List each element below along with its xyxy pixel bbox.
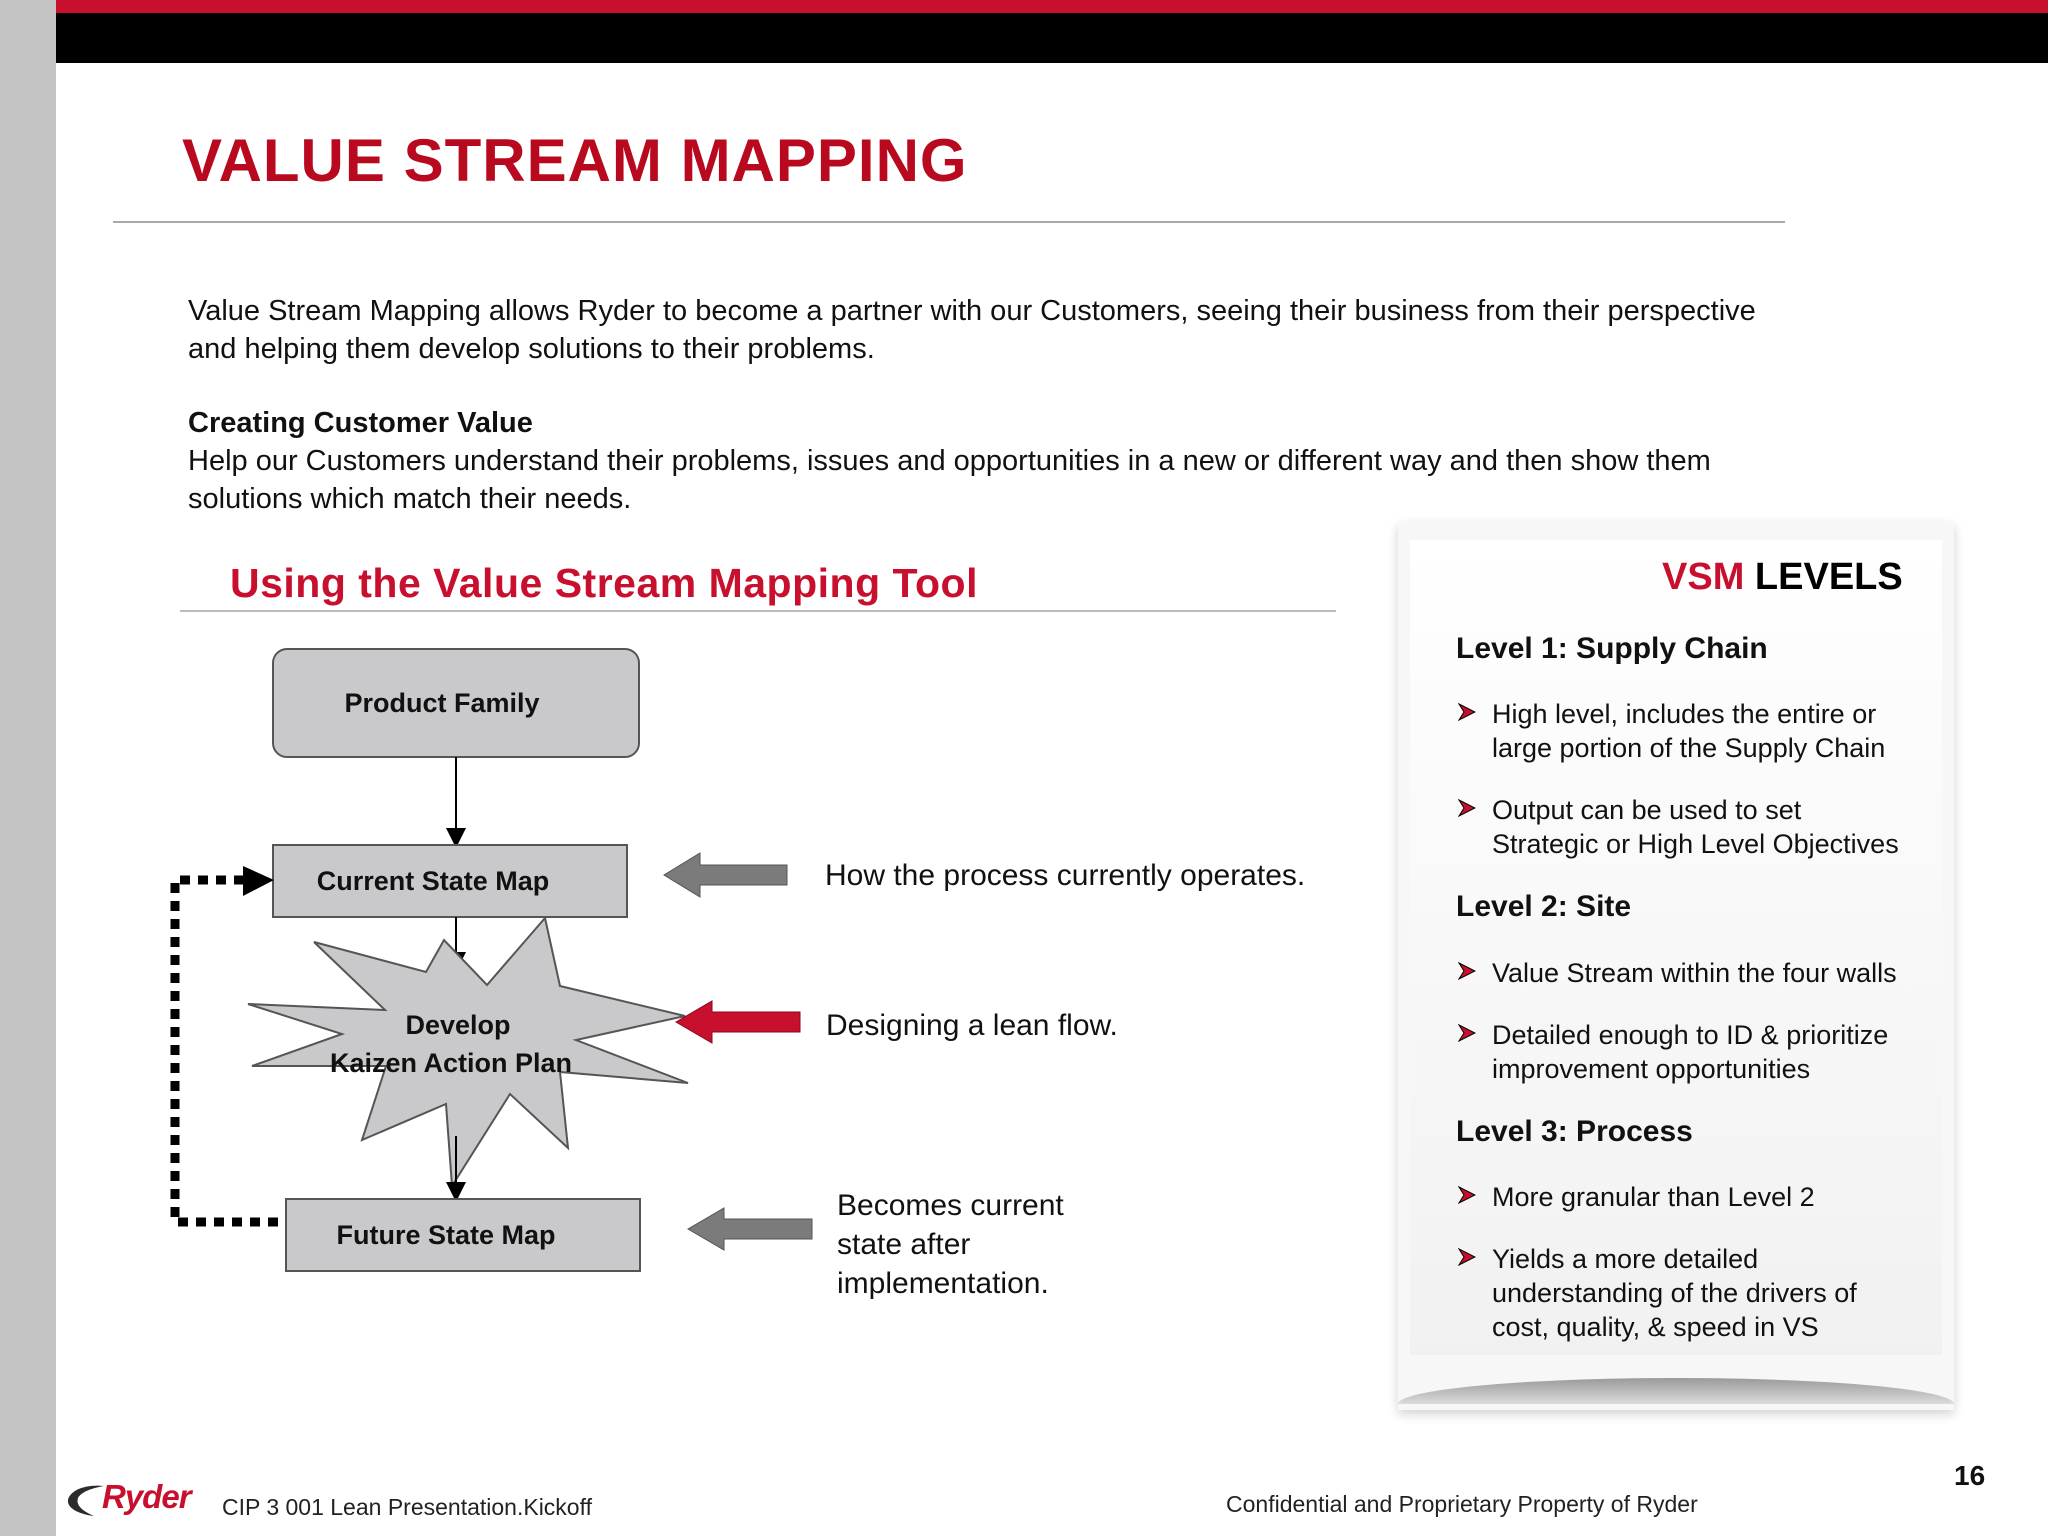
level-2-heading: Level 2: Site (1456, 890, 1632, 923)
level-2-bullet-1-line-1: Value Stream within the four walls (1492, 958, 1897, 988)
arrowhead-bullet-icon (1458, 1186, 1476, 1204)
future-state-label: Future State Map (336, 1220, 556, 1250)
level-3-bullet-2-line-2: understanding of the drivers of (1492, 1278, 1857, 1308)
level-3-heading: Level 3: Process (1456, 1115, 1693, 1148)
level-1-bullet-2-line-2: Strategic or High Level Objectives (1492, 829, 1899, 859)
slide-title: VALUE STREAM MAPPING (182, 127, 968, 194)
footer-confidential: Confidential and Proprietary Property of Ryder (1226, 1491, 1698, 1517)
product-family-label: Product Family (344, 688, 540, 718)
arrow-current-desc (664, 853, 787, 897)
tool-heading: Using the Value Stream Mapping Tool (230, 560, 978, 606)
future-description-line-2: state after (837, 1228, 971, 1261)
level-2-bullet-2-line-1: Detailed enough to ID & prioritize (1492, 1020, 1889, 1050)
level-1-bullet-2-line-1: Output can be used to set (1492, 795, 1802, 825)
develop-description: Designing a lean flow. (826, 1009, 1118, 1042)
ryder-logo: Ryder (102, 1478, 191, 1515)
current-state-label: Current State Map (316, 866, 550, 896)
future-description-line-1: Becomes current (837, 1189, 1064, 1222)
footer-document-name: CIP 3 001 Lean Presentation.Kickoff (222, 1494, 592, 1520)
intro-line-1: Value Stream Mapping allows Ryder to become a partner with our Customers, seeing their business from their perspective (188, 295, 1756, 327)
arrowhead-bullet-icon (1458, 962, 1476, 980)
develop-label-line-1: Develop (405, 1010, 511, 1040)
feedback-loop-arrowhead (243, 866, 274, 896)
level-2-bullet-2-line-2: improvement opportunities (1492, 1054, 1811, 1084)
vsm-levels-title (1662, 556, 1903, 599)
intro-line-2: and helping them develop solutions to their problems. (188, 333, 875, 365)
arrowhead-bullet-icon (1458, 703, 1476, 721)
level-3-bullet-2-line-1: Yields a more detailed (1492, 1244, 1759, 1274)
vsm-title-black: LEVELS (1754, 556, 1903, 598)
arrow-future-desc (688, 1208, 812, 1250)
creating-value-line-2: solutions which match their needs. (188, 483, 632, 515)
vsm-title-red: VSM (1662, 556, 1745, 598)
creating-value-heading: Creating Customer Value (188, 407, 533, 439)
arrowhead-bullet-icon (1458, 799, 1476, 817)
creating-value-line-1: Help our Customers understand their problems, issues and opportunities in a new or different way and then show them (188, 445, 1711, 477)
arrowhead-bullet-icon (1458, 1024, 1476, 1042)
future-description-line-3: implementation. (837, 1267, 1049, 1300)
page-number: 16 (1954, 1460, 1986, 1491)
level-3-bullet-1-line-1: More granular than Level 2 (1492, 1182, 1815, 1212)
level-1-bullet-1-line-1: High level, includes the entire or (1492, 699, 1877, 729)
current-state-description: How the process currently operates. (825, 859, 1306, 892)
develop-label-line-2: Kaizen Action Plan (329, 1048, 573, 1078)
level-3-bullet-2-line-3: cost, quality, & speed in VS (1492, 1312, 1819, 1342)
feedback-loop-dotted (175, 880, 278, 1222)
level-1-bullet-1-line-2: large portion of the Supply Chain (1492, 733, 1886, 763)
arrow-develop-desc (676, 1001, 800, 1043)
arrowhead-bullet-icon (1458, 1248, 1476, 1266)
level-1-heading: Level 1: Supply Chain (1456, 632, 1768, 665)
